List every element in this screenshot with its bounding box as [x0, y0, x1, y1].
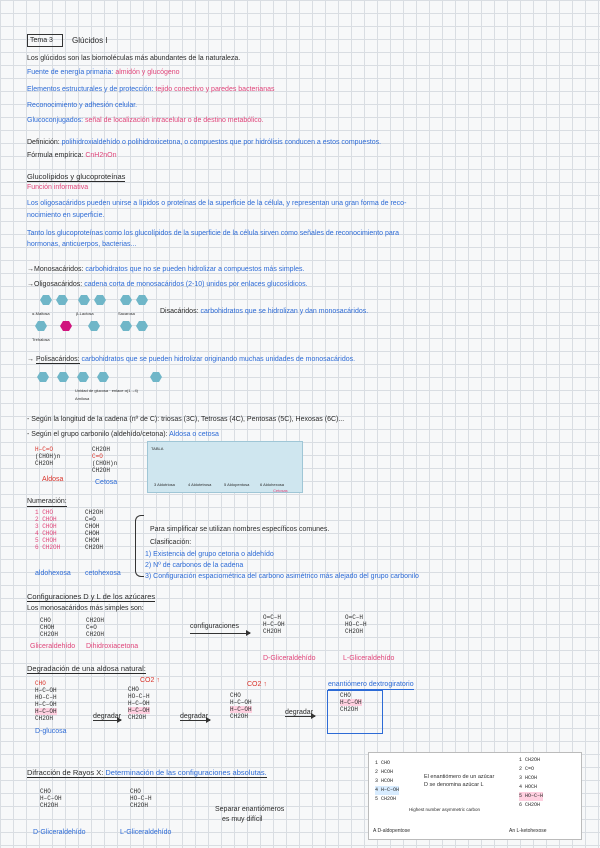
glyco-p1: Los oligosacáridos pueden unirse a lípidos o proteínas de la superficie de la célula, y representan una gran forma de reco- — [27, 200, 407, 207]
aldose-label: Aldosa — [42, 476, 64, 483]
fig-label-trehalose: Trehalosa — [32, 337, 50, 342]
glyco-subheading: Función informativa — [27, 184, 89, 191]
classification-item2: 2) Nº de carbonos de la cadena — [145, 562, 244, 569]
oligosaccharide-figure — [30, 289, 155, 344]
glyceraldehyde-structure: CHO CHOH CH2OH — [40, 617, 59, 638]
poly-fig-label2: Amilosa — [75, 396, 90, 401]
group-classification: - Según el grupo carbonilo (aldehído/cetona): Aldosa o cetosa — [27, 431, 219, 438]
empirical-formula: Fórmula empírica: CnH2nOn — [27, 152, 117, 159]
poly-fig-label: Unidad de glucosa · enlace α(1→4) — [75, 388, 139, 393]
d-glucose-structure: CHO H–C–OH HO–C–H H–C–OH H–C–OH CH2OH — [35, 680, 57, 722]
glyco-p2b: hormonas, anticuerpos, bacterias... — [27, 241, 137, 248]
configurations-label: configuraciones — [190, 623, 240, 630]
configurations-arrow — [190, 633, 250, 634]
page-title: Glúcidos I — [72, 36, 108, 45]
dihydroxyacetone-label: Dihidroxiacetona — [86, 643, 139, 650]
config-heading: Configuraciones D y L de los azúcares — [27, 592, 156, 601]
dextrorotatory-label: enantiómero dextrogiratorio — [328, 681, 414, 688]
table-fig-c3: 5 Aldopentosa — [224, 482, 250, 487]
d-glyceraldehyde-structure: O=C–H H–C–OH CH2OH — [263, 614, 285, 635]
enant-text-2: D se denomina azúcar L — [424, 782, 484, 788]
degrade-label-1: degradar — [93, 713, 122, 720]
degrade-arrow-3 — [285, 716, 315, 717]
poly-def: → Polisacáridos: carbohidratos que se pueden hidrolizar originando muchas unidades de monosacáridos. — [27, 356, 356, 363]
table-fig-c2: 4 Aldotetrosa — [188, 482, 212, 487]
l-glyceraldehyde-structure: O=C–H HO–C–H CH2OH — [345, 614, 367, 635]
co2-1: CO2 ↑ — [140, 677, 160, 684]
aldose-table-figure — [147, 441, 303, 493]
enantiomer-figure — [368, 752, 582, 840]
enant-left-chain: 1 CHO 2 HCOH 3 HCOH 4 H–C–OH 5 CH2OH — [375, 760, 400, 802]
classification-item1: 1) Existencia del grupo cetona o aldehído — [145, 551, 274, 558]
glyco-heading: Glucolípidos y glucoproteínas — [27, 172, 126, 181]
fig-label-sucrose: Sacarosa — [118, 311, 135, 316]
glyco-p2: Tanto los glucoproteínas como los glucolípidos de la superficie de la célula sirven como señales de reconocimiento para — [27, 230, 399, 237]
xray-l-structure: CHO HO–C–H CH2OH — [130, 788, 152, 809]
length-classification: - Según la longitud de la cadena (nº de C): triosas (3C), Tetrosas (4C), Pentosas (5C), Hexosas (6C)... — [27, 416, 345, 423]
co2-2: CO2 ↑ — [247, 681, 267, 688]
ketose-structure: CH2OH C=O (CHOH)n CH2OH — [92, 446, 118, 474]
bullet-recognition: Reconocimiento y adhesión celular. — [27, 102, 138, 109]
glyco-p1b: nocimiento en superficie. — [27, 212, 105, 219]
aldohexose-numbering: 1 CHO 2 CHOH 3 CHOH 4 CHOH 5 CHOH 6 CH2OH — [35, 509, 61, 551]
bullet-structure: Elementos estructurales y de protección: tejido conectivo y paredes bacterianas — [27, 86, 275, 93]
l-glyceraldehyde-label: L-Gliceraldehído — [343, 655, 395, 662]
d-glucose-label: D-glucosa — [35, 728, 67, 735]
table-fig-c4: 6 Aldohexosa — [260, 482, 285, 487]
bullet-glucoconj: Glucoconjugados: señal de localización intracelular o de destino metabólico. — [27, 117, 264, 124]
degrade-label-2: degradar — [180, 713, 209, 720]
oligo-def: →Oligosacáridos: cadena corta de monosacáridos (2-10) unidos por enlaces glucosídicos. — [27, 281, 308, 288]
classification-item3: 3) Configuración espaciométrica del carbono asimétrico más alejado del grupo carbonilo — [145, 573, 419, 580]
xray-l-label: L-Gliceraldehído — [120, 829, 172, 836]
xray-note-1: Separar enantiómeros — [215, 806, 285, 813]
xray-heading: Difracción de Rayos X: Determinación de las configuraciones absolutas. — [27, 768, 267, 777]
brace — [135, 515, 144, 577]
classification-heading: Clasificación: — [150, 539, 192, 546]
enant-right-chain: 1 CH2OH 2 C=O 3 HCOH 4 HOCH 5 HO–C–H 6 CH2OH — [519, 757, 544, 808]
aldose-structure: H–C=O (CHOH)n CH2OH — [35, 446, 61, 467]
mono-def: →Monosacáridos: carbohidratos que no se pueden hidrolizar a compuestos más simples. — [27, 266, 305, 273]
ketose-label: Cetosa — [95, 479, 118, 486]
table-fig-c1: 3 Aldotriosa — [154, 482, 175, 487]
intro-line: Los glúcidos son las biomoléculas más abundantes de la naturaleza. — [27, 55, 241, 62]
degrade-label-3: degradar — [285, 709, 314, 716]
xray-d-label: D-Gliceraldehído — [33, 829, 86, 836]
d-glyceraldehyde-label: D-Gliceraldehído — [263, 655, 316, 662]
aldohexose-label: aldohexosa — [35, 570, 71, 577]
table-fig-c5: Cetosas — [273, 488, 288, 493]
degrade-arrow-1 — [93, 720, 121, 721]
degradation-heading: Degradación de una aldosa natural: — [27, 664, 146, 673]
fig-label-maltose: α-Maltosa — [32, 311, 50, 316]
erythrose-structure: CHO H–C–OH H–C–OH CH2OH — [230, 692, 252, 720]
glyceraldehyde-result: CHO H–C–OH CH2OH — [340, 692, 362, 713]
degrade-arrow-2 — [180, 720, 210, 721]
topic-label: Tema 3 — [30, 37, 53, 44]
xray-note-2: es muy difícil — [222, 816, 263, 823]
xray-d-structure: CHO H–C–OH CH2OH — [40, 788, 62, 809]
fig-label-lactose: β-Lactosa — [76, 311, 94, 316]
enant-foot-right: An L-ketohexose — [509, 828, 547, 834]
enant-text-1: El enantiómero de un azúcar — [424, 774, 495, 780]
table-fig-header: TABLA — [151, 446, 164, 451]
enant-bottom-note: Highest number asymmetric carbon — [409, 807, 481, 812]
polysaccharide-figure — [35, 366, 175, 408]
numeration-note: Para simplificar se utilizan nombres específicos comunes. — [150, 526, 330, 533]
enant-foot-left: A D-aldopentose — [373, 828, 410, 834]
numeration-heading: Numeración: — [27, 498, 67, 505]
arabinose-structure: CHO HO–C–H H–C–OH H–C–OH CH2OH — [128, 686, 150, 721]
glyceraldehyde-label: Gliceraldehído — [30, 643, 76, 650]
ketohexose-label: cetohexosa — [85, 570, 121, 577]
ketohexose-numbering: CH2OH C=O CHOH CHOH CHOH CH2OH — [85, 509, 104, 551]
disac-def: Disacáridos: carbohidratos que se hidrolizan y dan monosacáridos. — [160, 308, 369, 315]
config-sub: Los monosacáridos más simples son: — [27, 605, 144, 612]
definition: Definición: polihidroxialdehído o polihidroxicetona, o compuestos que por hidrólisis conducen a estos compuestos. — [27, 139, 382, 146]
bullet-energy: Fuente de energía primaria: almidón y glucógeno — [27, 69, 180, 76]
dihydroxyacetone-structure: CH2OH C=O CH2OH — [86, 617, 105, 638]
